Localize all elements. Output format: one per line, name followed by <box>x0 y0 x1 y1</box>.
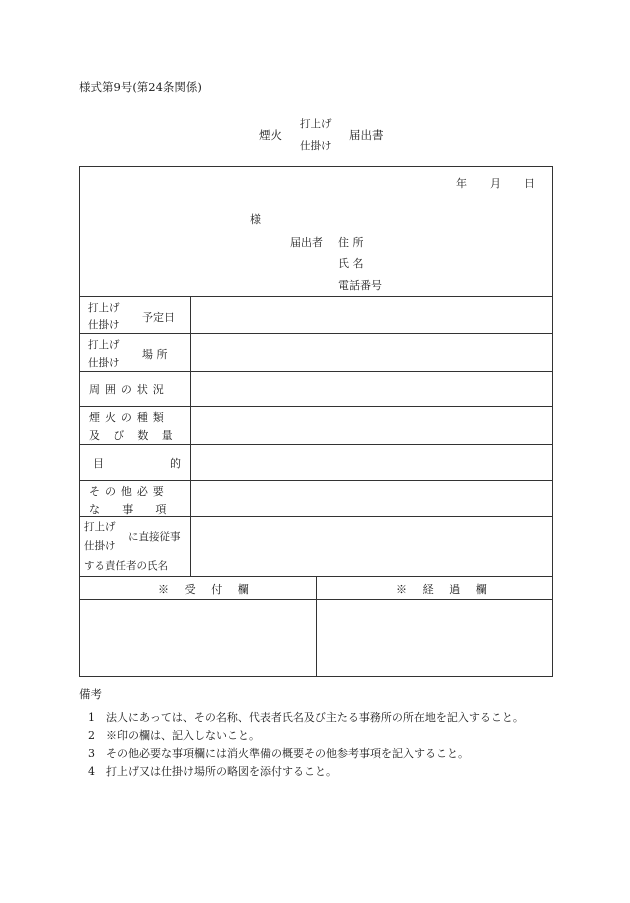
row-responsible-line2: 仕掛け <box>84 540 116 552</box>
notifier-phone-label: 電話番号 <box>338 279 382 292</box>
progress-column-header: ※ 経 過 欄 <box>396 583 493 596</box>
remark-text: 打上げ又は仕掛け場所の略図を添付すること。 <box>106 765 337 778</box>
remark-number: 2 <box>88 729 95 742</box>
row-scheduled-date-line1: 打上げ <box>88 302 120 314</box>
remark-note <box>88 727 260 743</box>
divider <box>80 296 552 297</box>
row-purpose-label-b: 的 <box>170 457 181 470</box>
divider <box>80 406 552 407</box>
notifier-address-label: 住 所 <box>338 236 364 249</box>
row-scheduled-date-line2: 仕掛け <box>88 319 120 331</box>
row-surroundings-label: 周囲の状況 <box>89 383 169 396</box>
remark-number: 1 <box>88 711 95 724</box>
row-location-line1: 打上げ <box>88 339 120 351</box>
row-responsible-line1: 打上げ <box>84 521 116 533</box>
notifier-name-label: 氏 名 <box>338 257 364 270</box>
reception-box <box>80 600 316 676</box>
divider <box>80 444 552 445</box>
date-month-label: 月 <box>490 177 501 190</box>
notifier-label: 届出者 <box>290 236 323 249</box>
row-location-suffix: 場 所 <box>142 348 168 361</box>
addressee-suffix: 様 <box>250 213 261 226</box>
divider <box>80 371 552 372</box>
form-number: 様式第9号(第24条関係) <box>79 80 202 94</box>
row-other-matters-line1: その他必要 <box>89 485 169 498</box>
row-responsible-line3: する責任者の氏名 <box>84 560 168 572</box>
row-location-line2: 仕掛け <box>88 357 120 369</box>
remark-text: 法人にあっては、その名称、代表者氏名及び主たる事務所の所在地を記入すること。 <box>106 711 524 724</box>
remarks-heading: 備考 <box>79 687 102 701</box>
row-purpose-label-a: 目 <box>93 457 104 470</box>
remark-note <box>88 709 524 725</box>
document-title-notice: 届出書 <box>349 128 384 142</box>
reception-column-header: ※ 受 付 欄 <box>158 583 255 596</box>
divider <box>80 333 552 334</box>
row-responsible-suffix: に直接従事 <box>128 531 181 543</box>
progress-box <box>317 600 552 676</box>
document-title-setting: 仕掛け <box>300 140 332 152</box>
form-table <box>79 166 553 677</box>
date-day-label: 日 <box>524 177 535 190</box>
remark-text: ※印の欄は、記入しないこと。 <box>106 729 260 742</box>
document-title-launch: 打上げ <box>300 118 332 130</box>
row-scheduled-date-suffix: 予定日 <box>142 311 175 324</box>
row-type-quantity-line1: 煙火の種類 <box>89 411 169 424</box>
label-column-divider <box>190 296 191 576</box>
row-other-matters-line2: な 事 項 <box>89 503 176 516</box>
row-type-quantity-line2: 及び数量 <box>89 429 186 442</box>
remark-note <box>88 763 337 779</box>
remark-number: 4 <box>88 765 95 778</box>
divider <box>80 480 552 481</box>
remark-note <box>88 745 469 761</box>
document-title-fireworks: 煙火 <box>259 128 282 142</box>
remark-text: その他必要な事項欄には消火準備の概要その他参考事項を記入すること。 <box>106 747 469 760</box>
remark-number: 3 <box>88 747 95 760</box>
date-year-label: 年 <box>456 177 467 190</box>
